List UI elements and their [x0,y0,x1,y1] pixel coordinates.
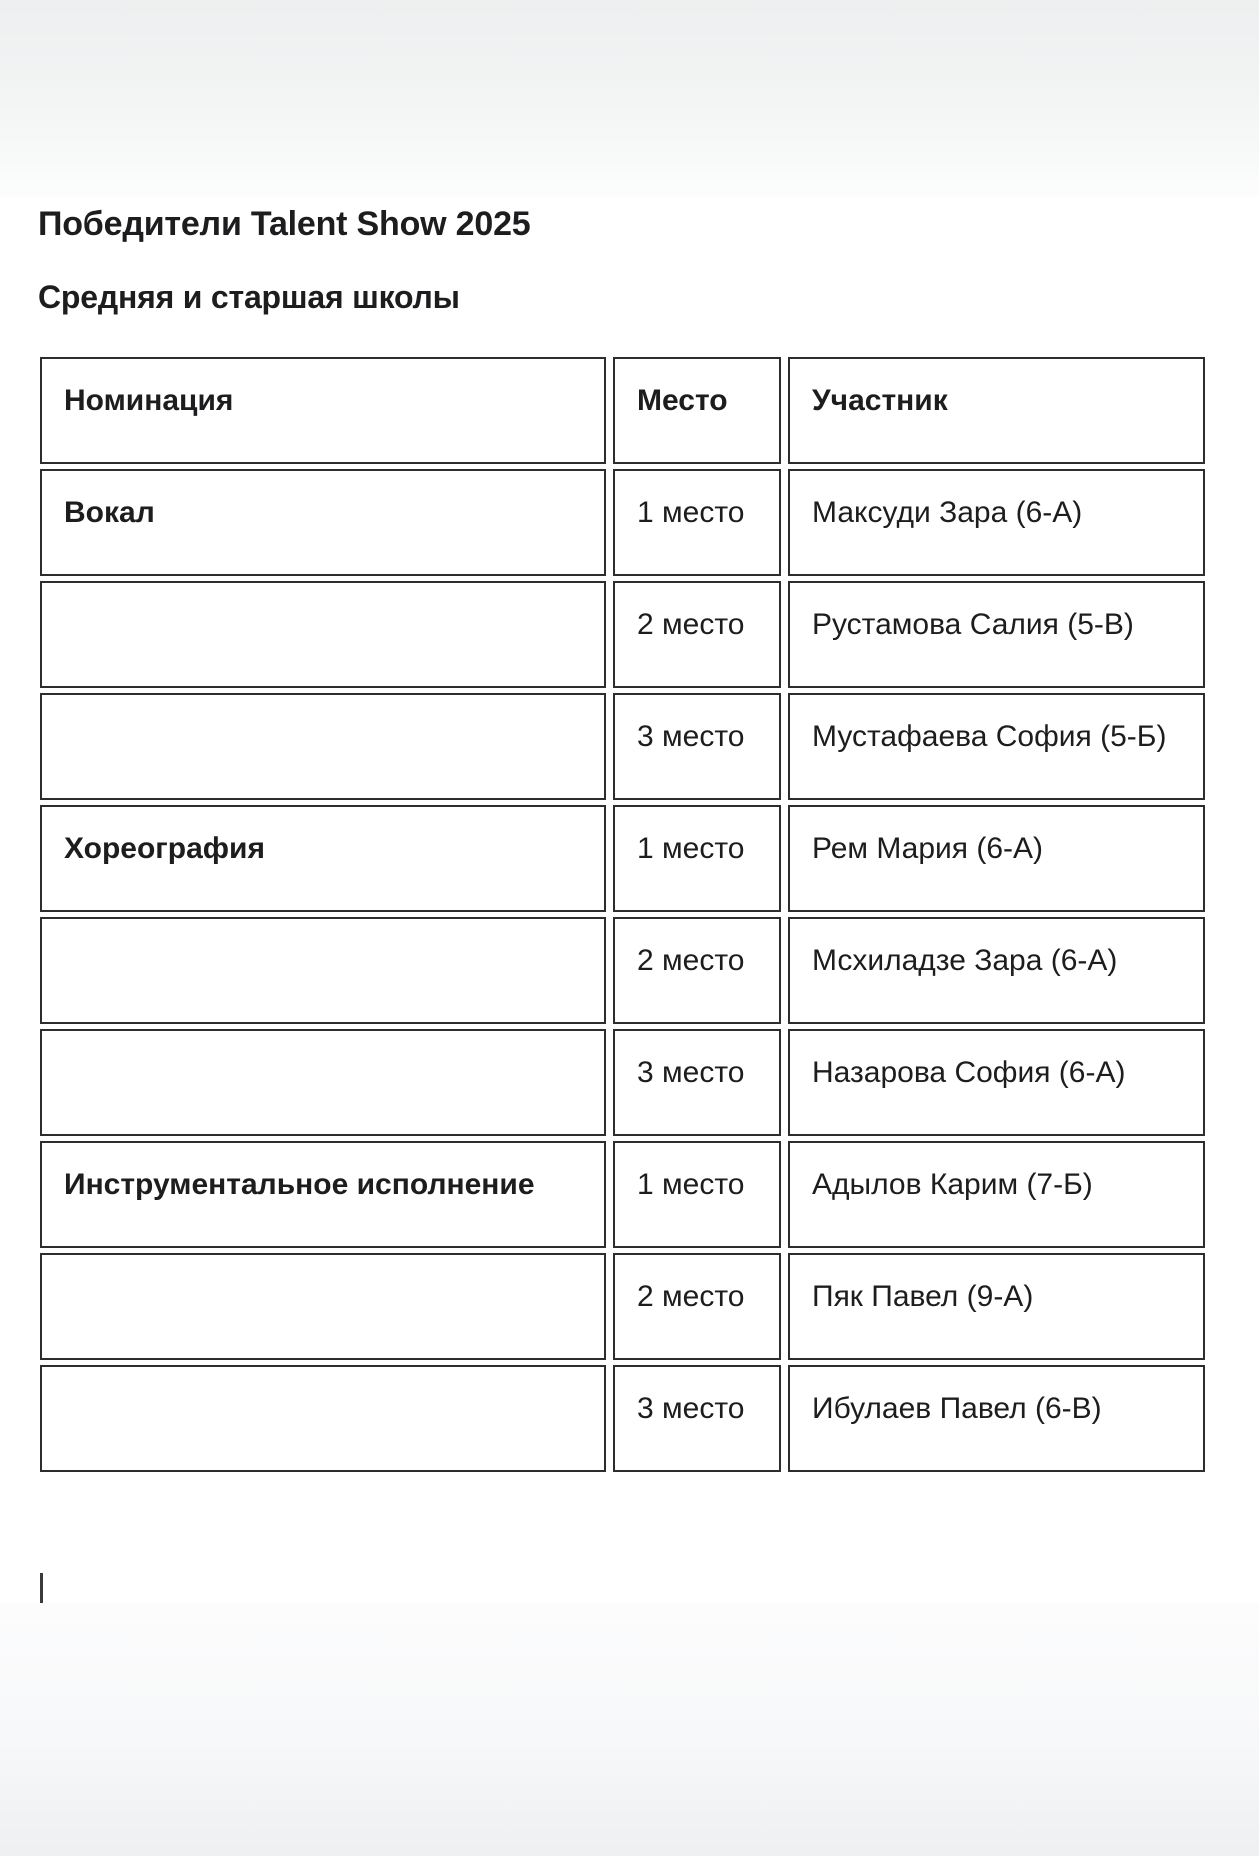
cell-place[interactable]: 3 место [613,1029,781,1136]
document-page [0,197,1259,1603]
cell-place[interactable]: 2 место [613,917,781,1024]
cell-place[interactable]: 3 место [613,693,781,800]
cell-participant[interactable]: Пяк Павел (9-А) [788,1253,1205,1360]
header-cell-nomination[interactable]: Номинация [40,357,606,464]
cell-participant[interactable]: Рустамова Салия (5-В) [788,581,1205,688]
cell-participant[interactable]: Рем Мария (6-А) [788,805,1205,912]
cell-nomination[interactable]: Вокал [40,469,606,576]
cell-participant[interactable]: Мсхиладзе Зара (6-А) [788,917,1205,1024]
cell-participant[interactable]: Ибулаев Павел (6-В) [788,1365,1205,1472]
cell-nomination[interactable] [40,581,606,688]
cell-nomination[interactable] [40,1365,606,1472]
cell-participant[interactable]: Мустафаева София (5-Б) [788,693,1205,800]
cell-participant[interactable]: Максуди Зара (6-А) [788,469,1205,576]
header-cell-participant[interactable]: Участник [788,357,1205,464]
cell-place[interactable]: 3 место [613,1365,781,1472]
bottom-gradient-band [0,1603,1259,1856]
cell-place[interactable]: 1 место [613,1141,781,1248]
cell-nomination[interactable] [40,917,606,1024]
cell-nomination[interactable] [40,693,606,800]
cell-nomination[interactable]: Инструментальное исполнение [40,1141,606,1248]
cell-participant[interactable]: Назарова София (6-А) [788,1029,1205,1136]
cell-place[interactable]: 2 место [613,1253,781,1360]
cell-nomination[interactable]: Хореография [40,805,606,912]
document-subtitle[interactable]: Средняя и старшая школы [38,279,460,315]
top-gradient-band [0,0,1259,197]
cell-place[interactable]: 1 место [613,469,781,576]
cell-nomination[interactable] [40,1253,606,1360]
cell-participant[interactable]: Адылов Карим (7-Б) [788,1141,1205,1248]
winners-table [40,357,1205,1472]
cell-place[interactable]: 2 место [613,581,781,688]
header-cell-place[interactable]: Место [613,357,781,464]
cell-place[interactable]: 1 место [613,805,781,912]
cell-nomination[interactable] [40,1029,606,1136]
document-title[interactable]: Победители Talent Show 2025 [38,205,531,243]
